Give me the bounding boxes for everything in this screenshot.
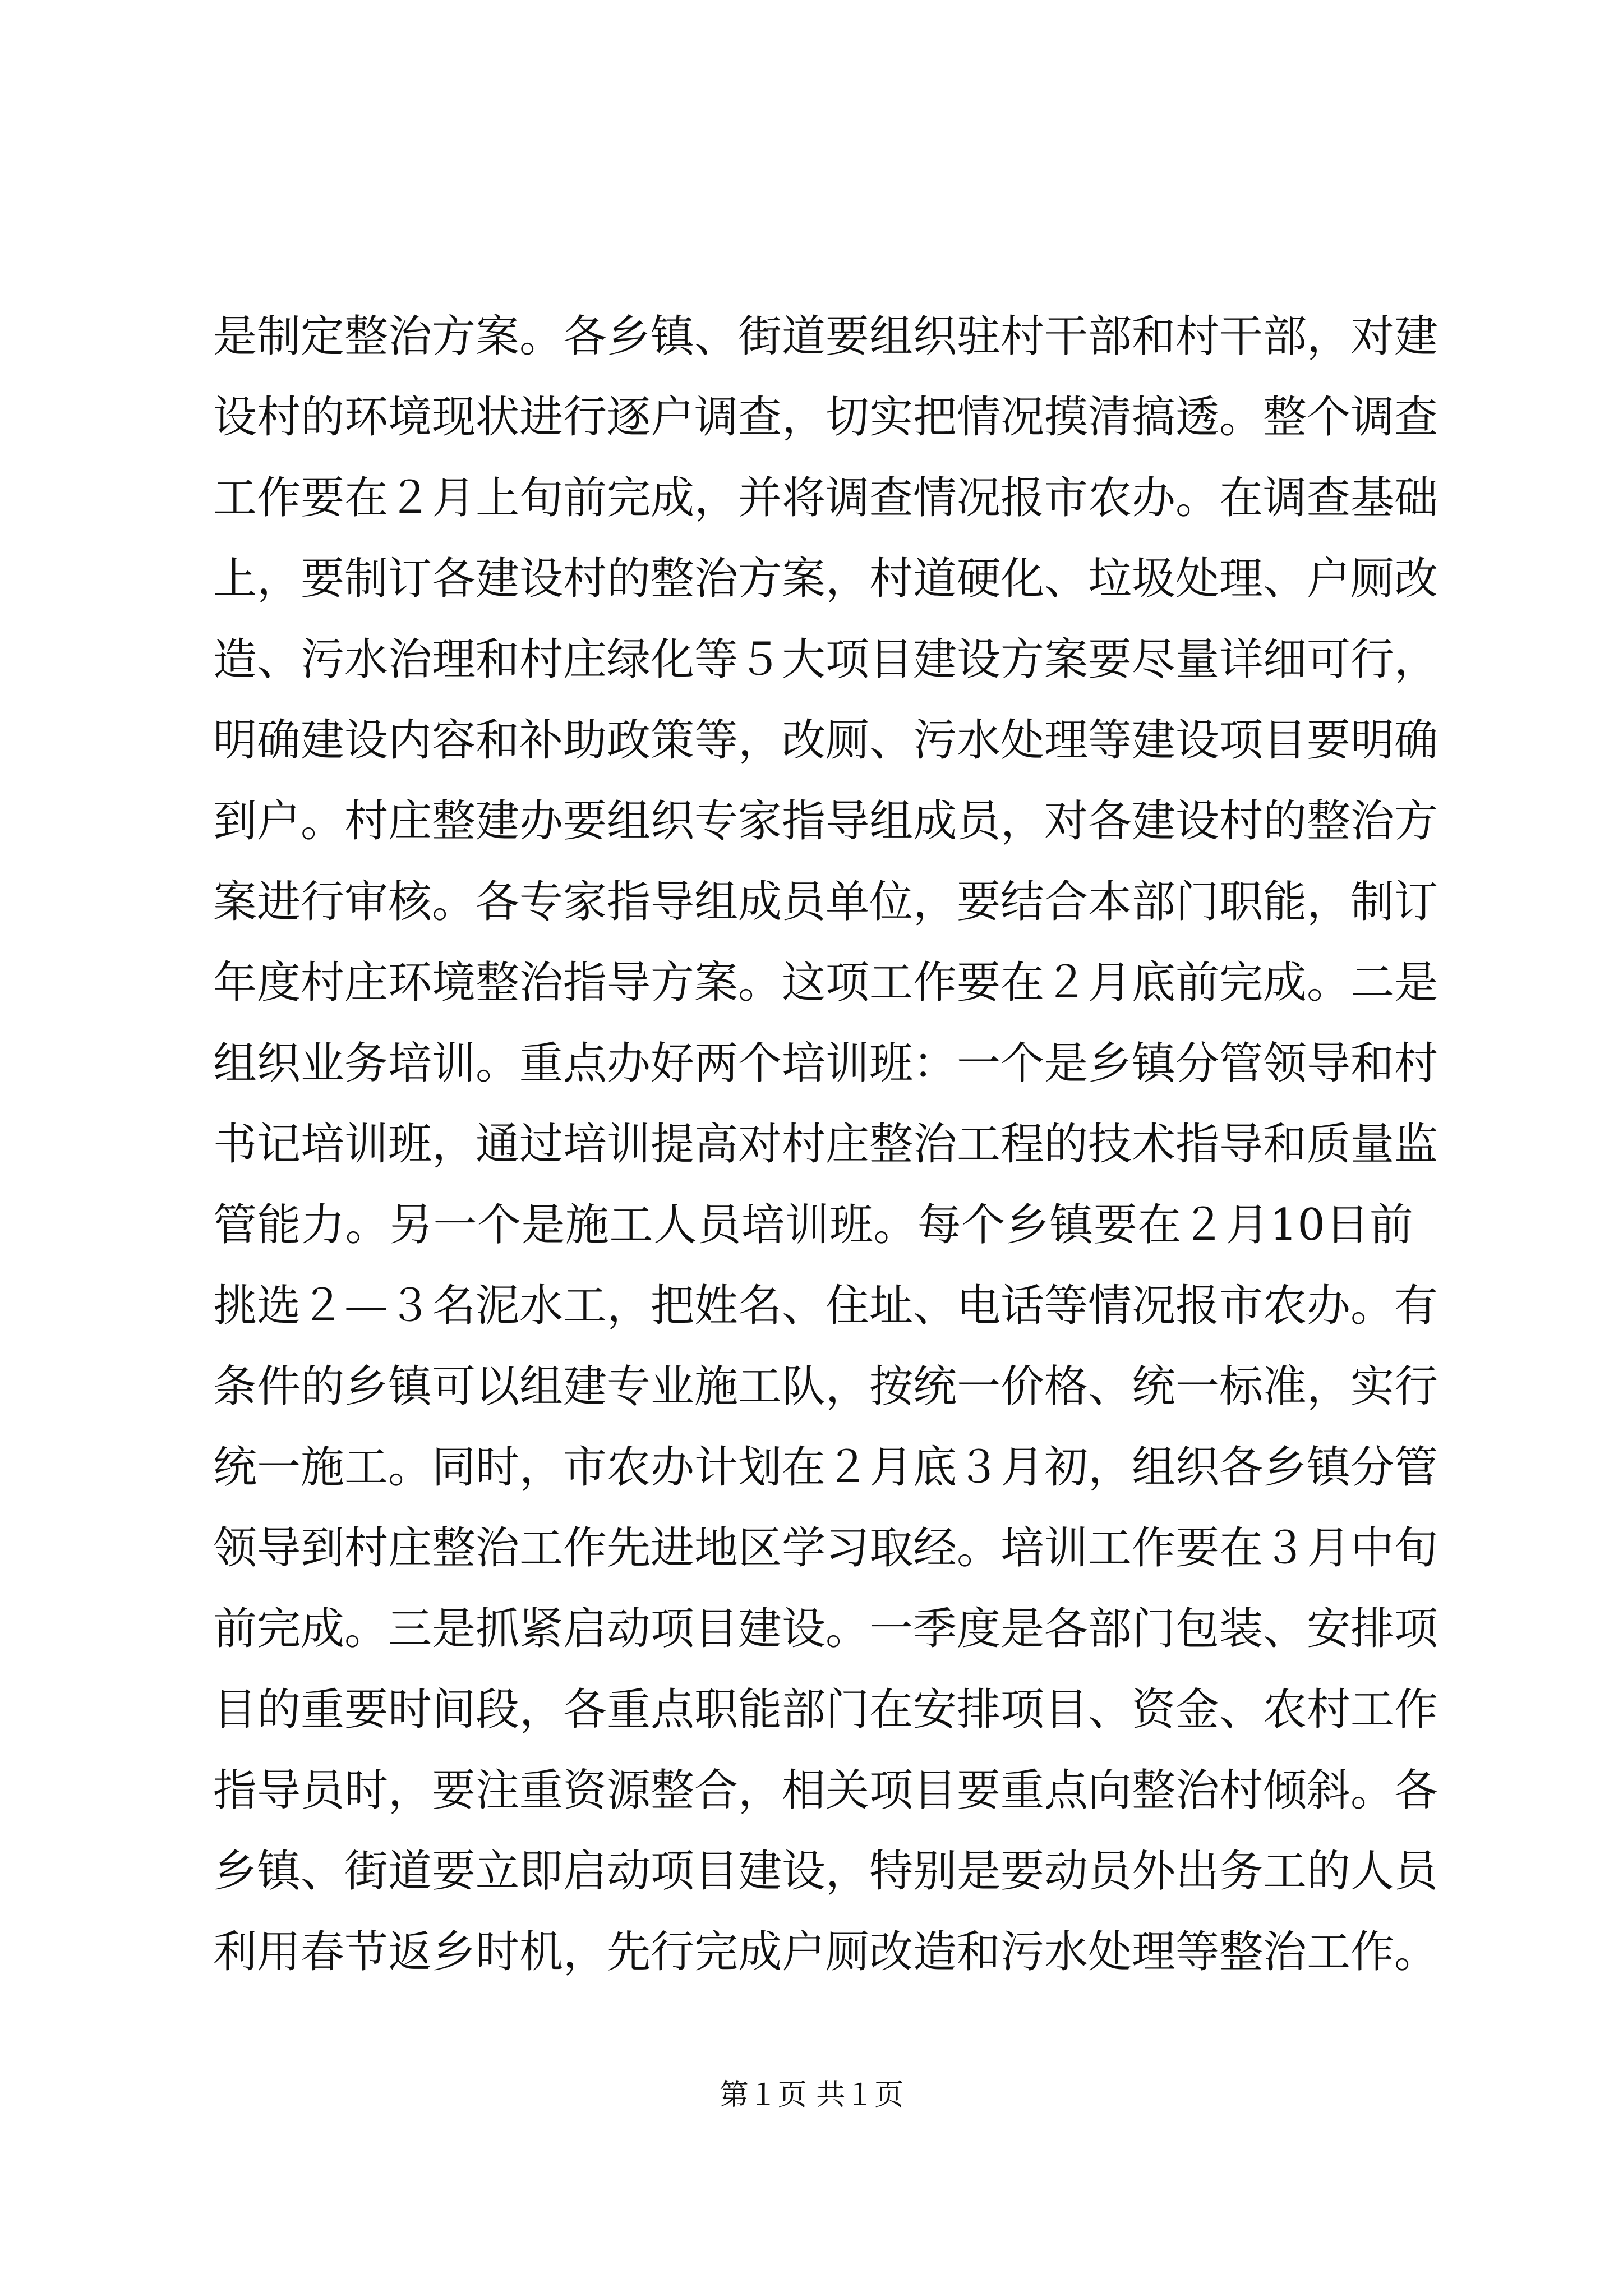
- text-line: 统一施工。同时，市农办计划在２月底３月初，组织各乡镇分管: [213, 1442, 1438, 1493]
- text-line: 组织业务培训。重点办好两个培训班：一个是乡镇分管领导和村: [213, 1038, 1438, 1089]
- text-line: 设村的环境现状进行逐户调查，切实把情况摸清搞透。整个调查: [213, 392, 1438, 443]
- text-line: 乡镇、街道要立即启动项目建设，特别是要动员外出务工的人员: [213, 1846, 1438, 1897]
- text-line: 明确建设内容和补助政策等，改厕、污水处理等建设项目要明确: [213, 715, 1438, 766]
- text-line: 到户。村庄整建办要组织专家指导组成员，对各建设村的整治方: [213, 796, 1438, 846]
- text-line: 是制定整治方案。各乡镇、街道要组织驻村干部和村干部，对建: [213, 311, 1438, 362]
- text-line: 案进行审核。各专家指导组成员单位，要结合本部门职能，制订: [213, 877, 1438, 927]
- text-line: 造、污水治理和村庄绿化等５大项目建设方案要尽量详细可行，: [213, 634, 1438, 685]
- text-line: 领导到村庄整治工作先进地区学习取经。培训工作要在３月中旬: [213, 1523, 1438, 1573]
- page-number: 第１页 共１页: [719, 2078, 904, 2112]
- text-line: 工作要在２月上旬前完成，并将调查情况报市农办。在调查基础: [213, 473, 1438, 523]
- text-line: 指导员时，要注重资源整合，相关项目要重点向整治村倾斜。各: [213, 1765, 1438, 1816]
- text-line: 利用春节返乡时机，先行完成户厕改造和污水处理等整治工作。: [213, 1927, 1438, 1977]
- text-line: 条件的乡镇可以组建专业施工队，按统一价格、统一标准，实行: [213, 1361, 1438, 1412]
- text-line: 上，要制订各建设村的整治方案，村道硬化、垃圾处理、户厕改: [213, 554, 1438, 604]
- text-line: 书记培训班，通过培训提高对村庄整治工程的技术指导和质量监: [213, 1119, 1438, 1170]
- text-line: 挑选２—３名泥水工，把姓名、住址、电话等情况报市农办。有: [213, 1281, 1438, 1331]
- body-text: [213, 296, 1438, 1993]
- page-footer: [0, 2073, 1623, 2118]
- text-line: 前完成。三是抓紧启动项目建设。一季度是各部门包装、安排项: [213, 1604, 1438, 1654]
- text-line: 目的重要时间段，各重点职能部门在安排项目、资金、农村工作: [213, 1685, 1438, 1735]
- text-line: 年度村庄环境整治指导方案。这项工作要在２月底前完成。二是: [213, 958, 1438, 1008]
- text-line: 管能力。另一个是施工人员培训班。每个乡镇要在２月10日前: [213, 1200, 1413, 1250]
